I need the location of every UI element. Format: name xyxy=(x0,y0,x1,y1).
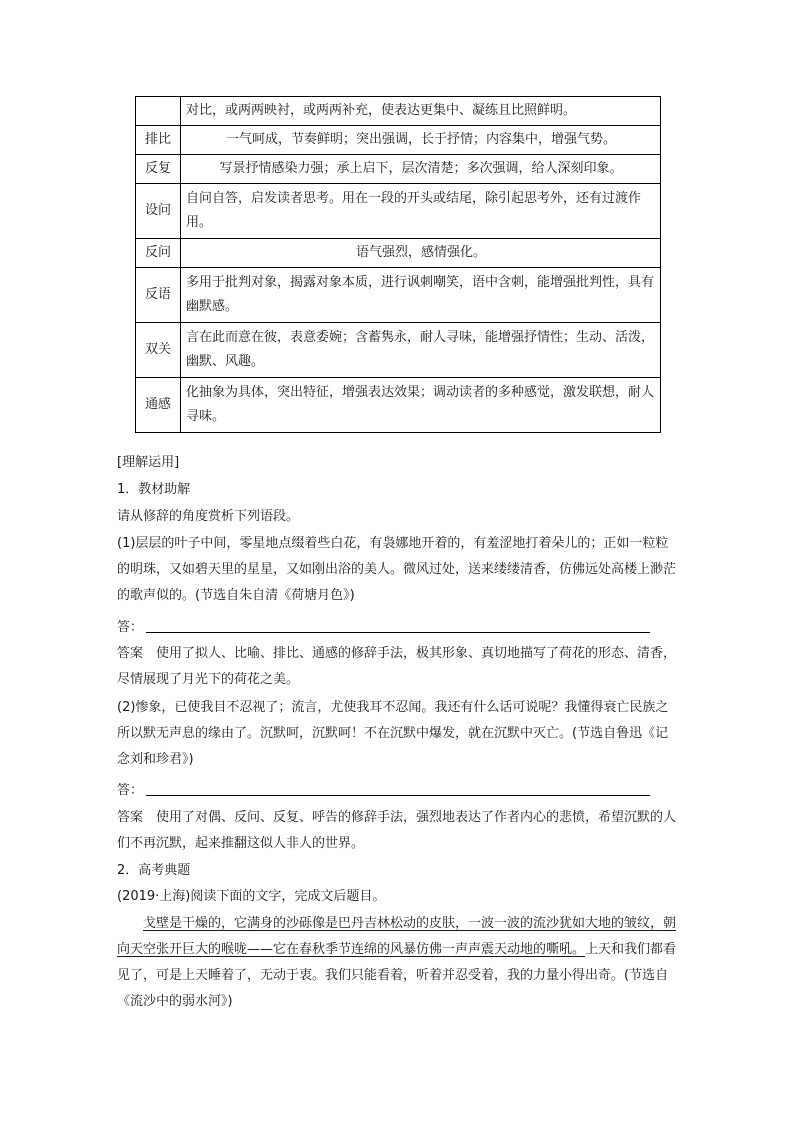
desc-cell: 写景抒情感染力强；承上启下，层次清楚；多次强调，给人深刻印象。 xyxy=(181,155,661,184)
table-row xyxy=(136,239,661,268)
question-2-text: (2)惨象，已使我目不忍视了；流言，尤使我耳不忍闻。我还有什么话可说呢？我懂得衰亡民族之所以默无声息的缘由了。沉默呵，沉默呵！不在沉默中爆发，就在沉默中灭亡。(节选自鲁迅《记念刘和珍君》) xyxy=(117,700,669,767)
question-1-text: (1)层层的叶子中间，零星地点缀着些白花，有袅娜地开着的，有羞涩地打着朵儿的；正如一粒粒的明珠，又如碧天里的星星，又如刚出浴的美人。微风过处，送来缕缕清香，仿佛远处高楼上渺茫的歌声似的。(节选自朱自清《荷塘月色》) xyxy=(117,536,677,603)
table-row xyxy=(136,126,661,155)
term-cell: 反复 xyxy=(136,155,181,184)
passage-underlined: 戈壁是干燥的，它满身的沙砾像是巴丹吉林松动的皮肤，一波一波的流沙犹如大地的皱纹，朝向天空张开巨大的喉咙——它在春秋季节连绵的风暴仿佛一声声震天动地的嘶吼。 xyxy=(117,916,677,957)
answer-line-1[interactable] xyxy=(146,632,650,633)
answer-prompt-2: 答： xyxy=(117,783,144,798)
desc-cell: 自问自答，启发读者思考。用在一段的开头或结尾，除引起思考外，还有过渡作用。 xyxy=(181,184,661,239)
item-2-source: (2019·上海)阅读下面的文字，完成文后题目。 xyxy=(117,889,386,904)
table-row xyxy=(136,323,661,378)
term-cell: 排比 xyxy=(136,126,181,155)
desc-cell: 对比，或两两映衬，或两两补充，使表达更集中、凝练且比照鲜明。 xyxy=(181,97,661,126)
desc-cell: 语气强烈，感情强化。 xyxy=(181,239,661,268)
desc-cell: 言在此而意在彼，表意委婉；含蓄隽永，耐人寻味，能增强抒情性；生动、活泼，幽默、风趣。 xyxy=(181,323,661,378)
table-row xyxy=(136,378,661,433)
item-1-instruction: 请从修辞的角度赏析下列语段。 xyxy=(117,509,300,524)
term-cell: 设问 xyxy=(136,184,181,239)
table-row xyxy=(136,268,661,323)
term-cell xyxy=(136,97,181,126)
reading-passage xyxy=(117,911,677,1015)
desc-cell: 化抽象为具体，突出特征，增强表达效果；调动读者的多种感觉，激发联想，耐人寻味。 xyxy=(181,378,661,433)
item-1-title: 1．教材助解 xyxy=(117,482,191,497)
passage-rest: 上天和我们都看见了，可是上天睡着了，无动于衷。我们只能看着，听着并忍受着，我的力量小得出奇。(节选自《流沙中的弱水河》) xyxy=(117,942,677,1009)
answer-1-text: 答案 使用了拟人、比喻、排比、通感的修辞手法，极其形象、真切地描写了荷花的形态、清香，尽情展现了月光下的荷花之美。 xyxy=(117,646,677,687)
answer-line-2[interactable] xyxy=(146,795,650,796)
answer-prompt-1: 答： xyxy=(117,620,144,635)
table-row xyxy=(136,97,661,126)
section-heading: [理解运用] xyxy=(117,455,180,470)
item-2-title: 2．高考典题 xyxy=(117,863,191,878)
answer-2-text: 答案 使用了对偶、反问、反复、呼告的修辞手法，强烈地表达了作者内心的悲愤，希望沉默的人们不再沉默，起来推翻这似人非人的世界。 xyxy=(117,810,677,851)
desc-cell: 多用于批判对象，揭露对象本质，进行讽刺嘲笑，语中含刺，能增强批判性，具有幽默感。 xyxy=(181,268,661,323)
term-cell: 反语 xyxy=(136,268,181,323)
rhetoric-table xyxy=(135,96,661,433)
desc-cell: 一气呵成，节奏鲜明；突出强调，长于抒情；内容集中，增强气势。 xyxy=(181,126,661,155)
table-row xyxy=(136,155,661,184)
term-cell: 双关 xyxy=(136,323,181,378)
term-cell: 反问 xyxy=(136,239,181,268)
term-cell: 通感 xyxy=(136,378,181,433)
table-row xyxy=(136,184,661,239)
